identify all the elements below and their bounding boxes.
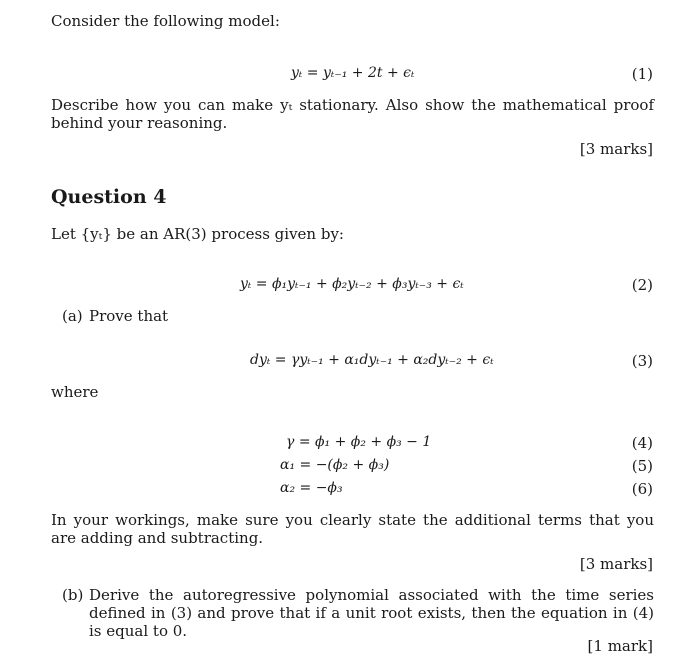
question-title: Question 4 <box>51 186 167 208</box>
equation-number-5: (5) <box>631 457 653 475</box>
part-b-label: (b) <box>62 586 84 604</box>
equation-1: yₜ = yₜ₋₁ + 2t + ϵₜ <box>291 65 415 81</box>
part-a-text: Prove that <box>89 307 169 325</box>
describe-paragraph: Describe how you can make yₜ stationary. Also show the mathematical proof behind your reasoning. <box>51 96 654 132</box>
part-a-label: (a) <box>62 307 83 325</box>
where-text: where <box>51 383 99 401</box>
equation-number-2: (2) <box>631 276 653 294</box>
equation-number-4: (4) <box>631 434 653 452</box>
marks-label-1: [3 marks] <box>579 140 653 158</box>
equation-4: γ = ϕ₁ + ϕ₂ + ϕ₃ − 1 <box>286 434 432 450</box>
workings-paragraph: In your workings, make sure you clearly state the additional terms that you are adding and subtracting. <box>51 511 654 547</box>
equation-2: yₜ = ϕ₁yₜ₋₁ + ϕ₂yₜ₋₂ + ϕ₃yₜ₋₃ + ϵₜ <box>240 276 464 292</box>
equation-6: α₂ = −ϕ₃ <box>280 480 343 496</box>
let-text: Let {yₜ} be an AR(3) process given by: <box>51 225 344 243</box>
equation-number-3: (3) <box>631 352 653 370</box>
equation-5: α₁ = −(ϕ₂ + ϕ₃) <box>280 457 390 473</box>
equation-3: dyₜ = γyₜ₋₁ + α₁dyₜ₋₁ + α₂dyₜ₋₂ + ϵₜ <box>250 352 494 368</box>
equation-number-6: (6) <box>631 480 653 498</box>
intro-text: Consider the following model: <box>51 12 280 30</box>
part-b-text: Derive the autoregressive polynomial associated with the time series defined in (3) and prove that if a unit root exists, then the equation in (4) is equal to 0. <box>89 586 654 640</box>
equation-number-1: (1) <box>631 65 653 83</box>
marks-label-3: [1 mark] <box>587 637 653 655</box>
marks-label-2: [3 marks] <box>579 555 653 573</box>
